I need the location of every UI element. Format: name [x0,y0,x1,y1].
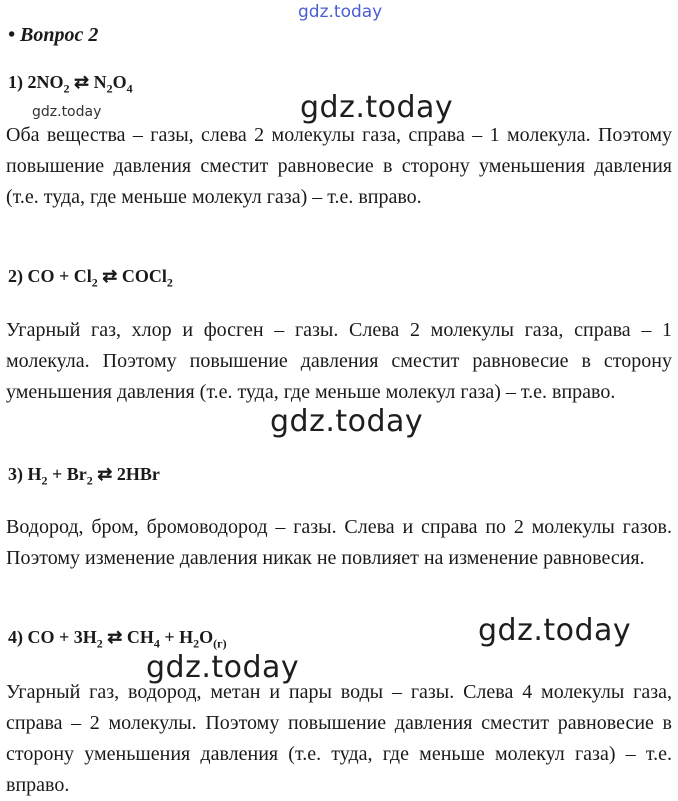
watermark-1: gdz.today [300,90,454,125]
watermark-3: gdz.today [478,613,632,648]
watermark-top: gdz.today [298,2,383,22]
equation-2: 2) CO + $Cl_2$ ⇄ COCl$_2$ [8,266,173,290]
equation-4: 4) CO + $3H_2$ ⇄ $CH_4 + H_2O_{(г)}$ [8,627,227,651]
answer-text-4: Угарный газ, водород, метан и пары воды – газы. Слева 4 молекулы газа, справа – 2 молекулы. Поэтому повышение давления сместит равновесие в сторону уменьшения давления (т.е. туда, где меньше молекул газа) – т.е. вправо. [6,681,672,796]
answer-text-3: Водород, бром, бромоводород – газы. Слева и справа по 2 молекулы газов. Поэтому изменение давления никак не повлияет на изменение равновесия. [6,516,672,569]
equation-3: 3) $H_2 + Br_2$ ⇄ 2HBr [8,464,160,488]
answer-text-1: Оба вещества – газы, слева 2 молекулы газа, справа – 1 молекула. Поэтому повышение давления сместит равновесие в сторону уменьшения давления (т.е. туда, где меньше молекул газа) – т.е. вправо. [6,124,672,208]
question-title: • Вопрос 2 [8,24,99,46]
watermark-4: gdz.today [146,650,300,685]
answer-text-2: Угарный газ, хлор и фосген – газы. Слева 2 молекулы газа, справа – 1 молекула. Поэтому повышение давления сместит равновесие в сторону уменьшения давления (т.е. туда, где меньше молекул газа) – т.е. вправо. [6,319,672,403]
equation-1: 1) $2NO_2$ ⇄ $N_2O_4$ [8,72,133,96]
watermark-2: gdz.today [270,404,424,439]
watermark-small: gdz.today [32,104,102,120]
